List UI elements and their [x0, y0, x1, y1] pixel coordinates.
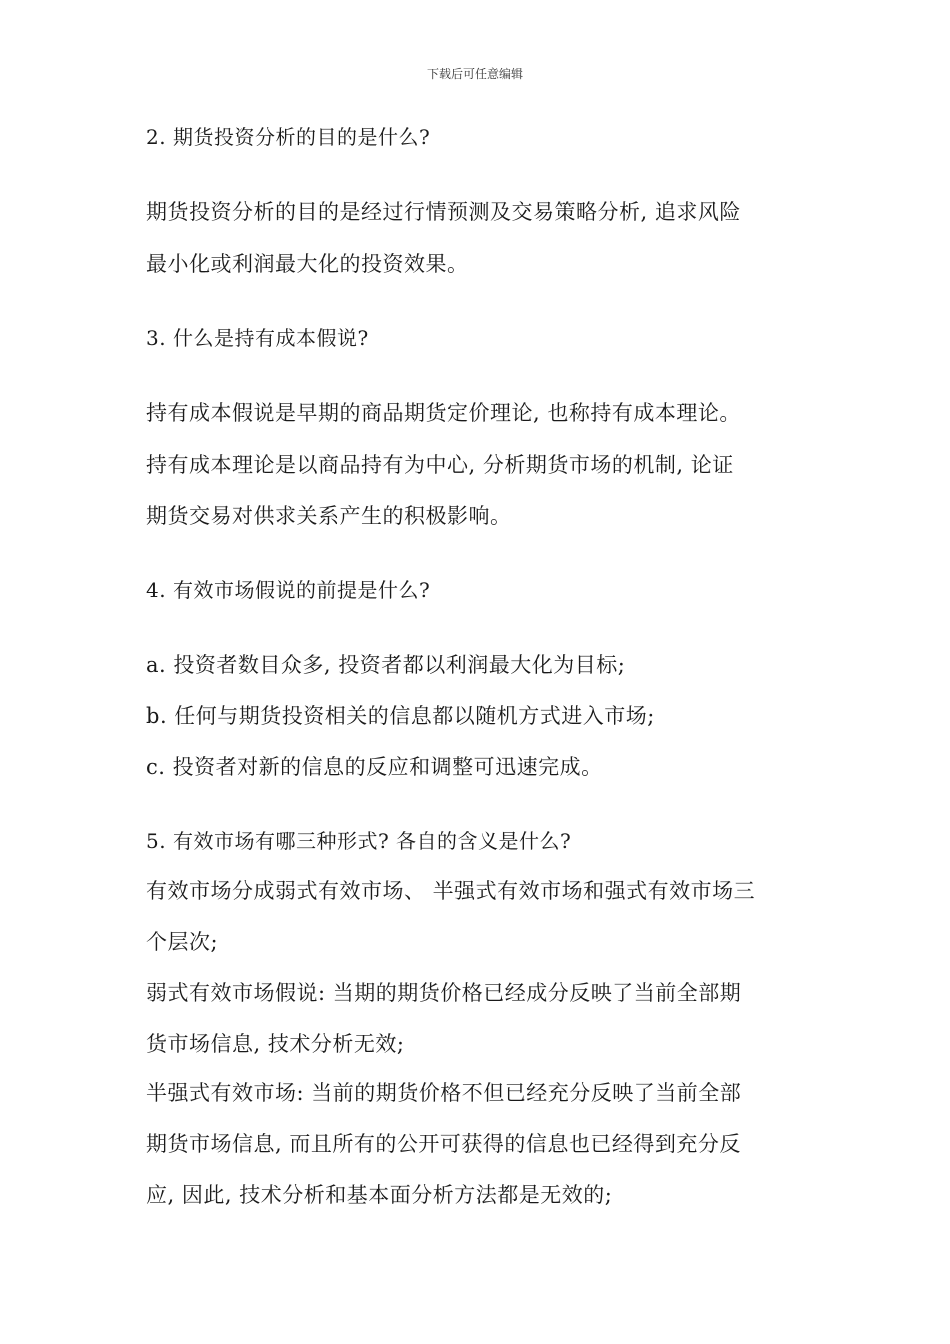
answer-4-item-b: b. 任何与期货投资相关的信息都以随机方式进入市场; — [146, 704, 655, 728]
answer-5-line-4: 货市场信息, 技术分析无效; — [146, 1032, 405, 1056]
answer-3-line-2: 持有成本理论是以商品持有为中心, 分析期货市场的机制, 论证 — [146, 453, 734, 477]
answer-5-line-6: 期货市场信息, 而且所有的公开可获得的信息也已经得到充分反 — [146, 1132, 741, 1156]
answer-4-item-c: c. 投资者对新的信息的反应和调整可迅速完成。 — [146, 755, 603, 779]
question-5-heading: 5. 有效市场有哪三种形式? 各自的含义是什么? — [146, 829, 572, 853]
question-3-heading: 3. 什么是持有成本假说? — [146, 326, 369, 350]
answer-3-line-1: 持有成本假说是早期的商品期货定价理论, 也称持有成本理论。 — [146, 401, 741, 425]
answer-5-line-5: 半强式有效市场: 当前的期货价格不但已经充分反映了当前全部 — [146, 1081, 742, 1105]
question-2-heading: 2. 期货投资分析的目的是什么? — [146, 125, 431, 149]
answer-3-line-3: 期货交易对供求关系产生的积极影响。 — [146, 504, 512, 528]
answer-2-line-2: 最小化或利润最大化的投资效果。 — [146, 252, 469, 276]
answer-5-line-1: 有效市场分成弱式有效市场、 半强式有效市场和强式有效市场三 — [146, 879, 756, 903]
answer-5-line-7: 应, 因此, 技术分析和基本面分析方法都是无效的; — [146, 1183, 613, 1207]
answer-5-line-2: 个层次; — [146, 930, 219, 954]
page-header: 下载后可任意编辑 — [426, 67, 523, 81]
answer-5-line-3: 弱式有效市场假说: 当期的期货价格已经成分反映了当前全部期 — [146, 981, 742, 1005]
answer-2-line-1: 期货投资分析的目的是经过行情预测及交易策略分析, 追求风险 — [146, 200, 741, 224]
question-4-heading: 4. 有效市场假说的前提是什么? — [146, 578, 431, 602]
answer-4-item-a: a. 投资者数目众多, 投资者都以利润最大化为目标; — [146, 653, 626, 677]
